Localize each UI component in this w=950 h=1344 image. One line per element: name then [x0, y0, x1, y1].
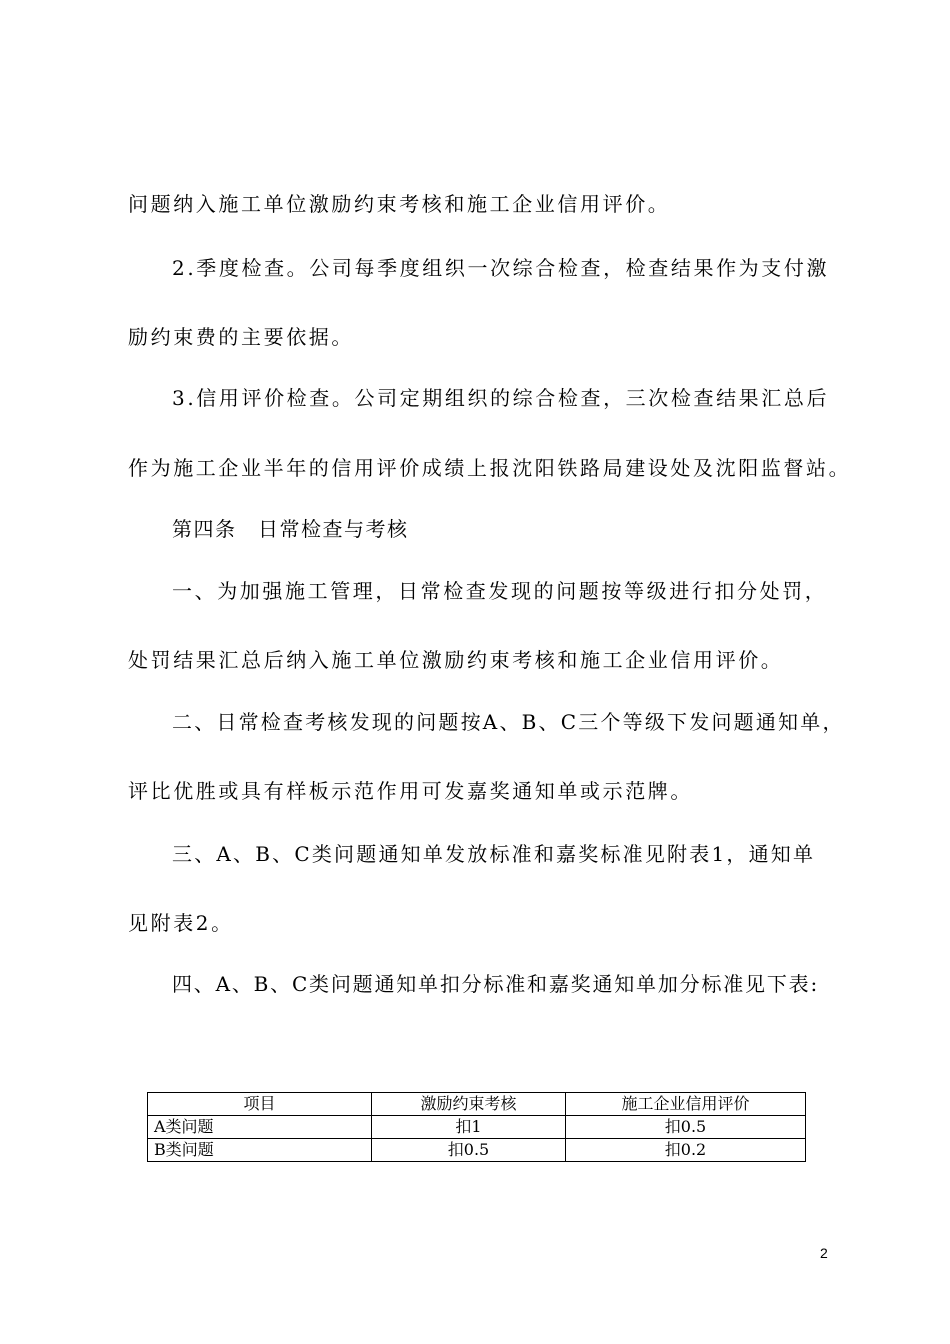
table-cell: 扣0.5 — [566, 1116, 806, 1139]
paragraph-line: 励约束费的主要依据。 — [128, 325, 354, 349]
table-header-row — [148, 1093, 806, 1116]
deduction-table — [147, 1092, 806, 1162]
table-cell: 扣0.2 — [566, 1139, 806, 1162]
table-header-cell: 激励约束考核 — [372, 1093, 566, 1116]
paragraph-line: 一、为加强施工管理，日常检查发现的问题按等级进行扣分处罚， — [172, 579, 828, 603]
paragraph-line: 处罚结果汇总后纳入施工单位激励约束考核和施工企业信用评价。 — [128, 648, 784, 672]
paragraph-line: 二、日常检查考核发现的问题按A、B、C三个等级下发问题通知单， — [172, 710, 845, 734]
table-cell: A类问题 — [148, 1116, 372, 1139]
paragraph-line: 见附表2。 — [128, 911, 234, 935]
table-row — [148, 1139, 806, 1162]
table-cell: 扣0.5 — [372, 1139, 566, 1162]
table-header-cell: 项目 — [148, 1093, 372, 1116]
table-cell: B类问题 — [148, 1139, 372, 1162]
paragraph-line: 作为施工企业半年的信用评价成绩上报沈阳铁路局建设处及沈阳监督站。 — [128, 456, 852, 480]
page-number: 2 — [820, 1245, 828, 1261]
paragraph-line: 问题纳入施工单位激励约束考核和施工企业信用评价。 — [128, 192, 671, 216]
section-heading: 第四条 日常检查与考核 — [172, 517, 409, 541]
paragraph-line: 3.信用评价检查。公司定期组织的综合检查，三次检查结果汇总后 — [172, 386, 830, 410]
table-cell: 扣1 — [372, 1116, 566, 1139]
paragraph-line: 四、A、B、C类问题通知单扣分标准和嘉奖通知单加分标准见下表: — [172, 972, 819, 996]
table-row — [148, 1116, 806, 1139]
paragraph-line: 评比优胜或具有样板示范作用可发嘉奖通知单或示范牌。 — [128, 779, 693, 803]
table-header-cell: 施工企业信用评价 — [566, 1093, 806, 1116]
paragraph-line: 三、A、B、C类问题通知单发放标准和嘉奖标准见附表1，通知单 — [172, 842, 816, 866]
paragraph-line: 2.季度检查。公司每季度组织一次综合检查，检查结果作为支付激 — [172, 256, 830, 280]
